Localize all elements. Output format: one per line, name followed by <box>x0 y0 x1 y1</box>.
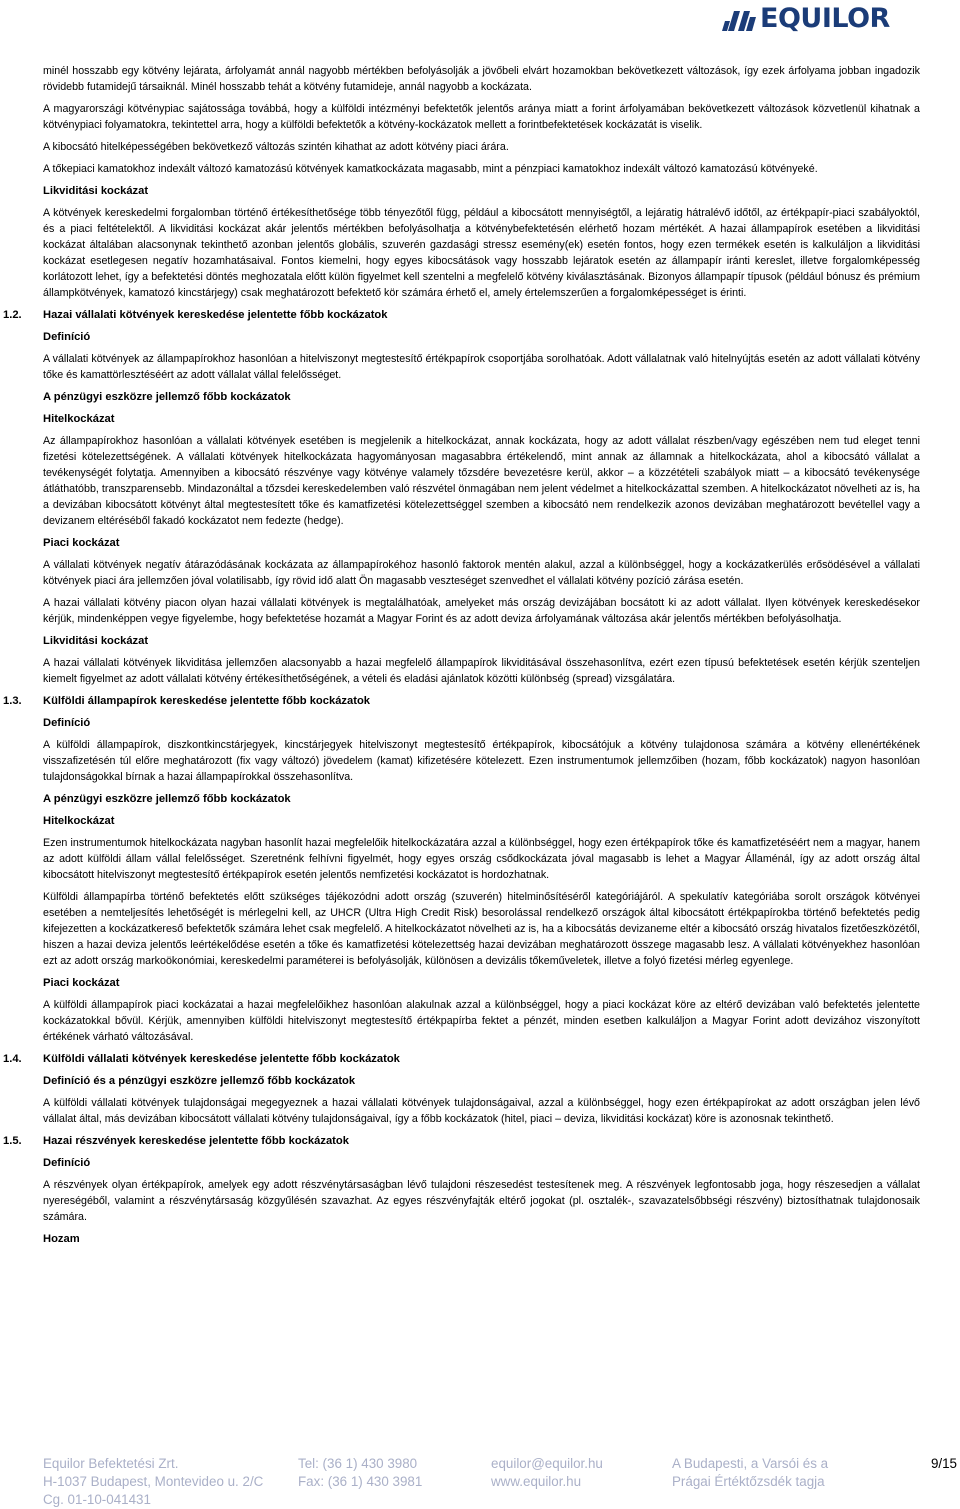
heading-text: Hitelkockázat <box>43 413 115 425</box>
subsection-heading <box>43 535 920 551</box>
section-number: 1.5. <box>3 1135 22 1147</box>
subsection-heading <box>43 715 920 731</box>
footer-membership-line1: A Budapesti, a Varsói és a <box>672 1456 829 1471</box>
section-heading <box>3 307 920 323</box>
footer-email[interactable]: equilor@equilor.hu <box>491 1456 603 1471</box>
paragraph: A hazai vállalati kötvény piacon olyan hazai vállalati kötvények is megtalálhatóak, amelyeket más ország devizájában bocsátott ki az adott vállalat. Ilyen kötvények kereskedésekor kérjük, mindenképpen vegye figyelembe, hogy befektetése hozamát a Magyar Forint és az adott deviza árfolyamának változása akár jelentős mértékben befolyásolhatja. <box>43 597 920 625</box>
heading-text: Definíció <box>43 331 91 343</box>
footer-company-reg: Cg. 01-10-041431 <box>43 1492 151 1507</box>
heading-text: Hazai részvények kereskedése jelentette főbb kockázatok <box>43 1135 349 1147</box>
paragraph: A külföldi állampapírok piaci kockázatai a hazai megfelelőikhez hasonlóan alakulnak azzal a különbséggel, hogy a piaci kockázat köre az eltérő devizában való befektetés jelentette kockázatokkal bővül. Kérjük, amennyiben külföldi hitelviszonyt megtestesítő értékpapírba fektet a pénzét, minden esetben kalkuláljon a Magyar Forint adott devizához viszonyított értékének várható változásával. <box>43 999 920 1043</box>
heading-text: Likviditási kockázat <box>43 635 149 647</box>
footer-phone <box>298 1455 422 1491</box>
subsection-heading <box>43 633 920 649</box>
paragraph: A tőkepiaci kamatokhoz indexált változó kamatozású kötvények kamatkockázata magasabb, mint a pénzpiaci kamatokhoz indexált változó kamatozású kötvényeké. <box>43 163 818 175</box>
heading-text: Definíció és a pénzügyi eszközre jellemző főbb kockázatok <box>43 1075 356 1087</box>
equilor-logo-icon <box>720 5 756 31</box>
equilor-logo <box>720 2 920 34</box>
page-number: 9/15 <box>930 1456 957 1471</box>
page-footer <box>0 1455 960 1509</box>
paragraph: A hazai vállalati kötvények likviditása jellemzően alacsonyabb a hazai megfelelő állampapírok likviditásával összehasonlítva, ezért ezen típusú befektetések esetén kérjük szenteljen kiemelt figyelmet az adott vállalati kötvény értékesíthetőségének, a vételi és eladási ajánlatok közötti különbség (spread) vizsgálatára. <box>43 657 920 685</box>
section-number: 1.4. <box>3 1053 22 1065</box>
section-heading <box>3 1051 920 1067</box>
subsection-heading <box>43 791 920 807</box>
subsection-heading <box>43 1231 920 1247</box>
section-heading <box>3 1133 920 1149</box>
paragraph: A külföldi állampapírok, diszkontkincstárjegyek, kincstárjegyek hitelviszonyt megtestesítő értékpapírok, kibocsátójuk a kötvény tulajdonosa számára a kötvény ellenértékének visszafizetésén túl előre meghatározott (fix vagy változó) jövedelem (kamat) kifizetésére kötelezett. Ezen instrumentumok jellemzőiben (hozam, főbb kockázatok) nagyon hasonlóan tulajdonságokkal bírnak a hazai állampapírokkal összehasonlítva. <box>43 739 920 783</box>
paragraph: Az állampapírokhoz hasonlóan a vállalati kötvények esetében is megjelenik a hitelkockázat, annak kockázata, hogy az adott vállalat részben/vagy egészében nem tud eleget tenni fizetési kötelezettségének. A vállalati kötvények hitelkockázata hagyományosan magasabbra értékelendő, mint annak az államnak a hitelkockázata, ahol a kibocsátó vállalat a tevékenységét folytatja. Amennyiben a kibocsátó részvénye vagy kötvénye valamely tőzsdére bevezetésre kerül, akkor – a közzétételi szabályok miatt – a kibocsátó tevékenysége átláthatóbb, transzparensebb. Mindazonáltal a tőzsdei kereskedelemben való részvétel önmagában nem jelent védelmet a hitelkockázattal szemben. A hitelkockázatot növelheti az is, ha a devizában kibocsátott kötvényt által megtestesített tőke és kamatfizetési kötelezettséggel szemben a kibocsátó nem rendelkezik azonos devizában meghatározott bevétellel vagy a devizanem eltéréséből fakadó kockázatot nem fedezte (hedge). <box>43 435 920 527</box>
footer-fax: Fax: (36 1) 430 3981 <box>298 1474 423 1489</box>
heading-text: Piaci kockázat <box>43 977 120 989</box>
paragraph: A vállalati kötvények negatív átárazódásának kockázata az állampapírokéhoz hasonló faktorok mentén alakul, azzal a különbséggel, hogy a kockázatkerülés erősödésével a vállalati kötvények piaci ára jellemzően jóval volatilisabb, így rövid idő alatt Ön magasabb veszteséget szenvedhet el vállalati kötvény pozíció zárása esetén. <box>43 559 920 587</box>
paragraph: A kötvények kereskedelmi forgalomban történő értékesíthetősége több tényezőtől függ, például a kibocsátott mennyiségtől, a lejáratig hátralévő időtől, az értékpapír-piaci szabályoktól, és a piaci feltételektől. A likviditási kockázat akár jelentős mértékben befolyásolhatja a kötvénybefektetésén elérhető hozam mértékét. A hazai állampapírok esetében a likviditási kockázat általában alacsonynak tekinthető azonban jelentős globális, szuverén gazdasági stressz esemény(ek) esetén fontos, hogy ezen termékek esetén is kalkuláljon a likviditási kockázat esetlegesen negatív hozamhatásaival. Fontos kiemelni, hogy egyes kibocsátások vagy hosszabb lejáratok esetén az állampapír iránti kereslet, illetve forgalomképesség korlátozott lehet, így a befektetési döntés meghozatala előtt külön figyelmet kell szentelni a megfelelő kötvény kiválasztásának. Bizonyos állampapír típusok (például bónusz és prémium állampkötvények, kamatozó kincstárjegy) csak meghatározott befektető kör számára érhető el, amely értelemszerűen a forgalomképességet is érinti. <box>43 207 920 299</box>
heading-text: Hazai vállalati kötvények kereskedése jelentette főbb kockázatok <box>43 309 388 321</box>
subsection-heading <box>43 389 920 405</box>
heading-text: Definíció <box>43 1157 91 1169</box>
footer-membership-line2: Prágai Értéktőzsdék tagja <box>672 1474 825 1489</box>
paragraph: Külföldi állampapírba történő befektetés előtt szükséges tájékozódni adott ország (szuverén) hitelminősítéséről kategóriájáról. A spekulatív kategóriába sorolt országok kötvényei esetében a nemteljesítés lehetőségét is mérlegelni kell, az UHCR (Ultra High Credit Risk) besorolással rendelkező országok által kibocsátott értékpapírokba történő befektetés pedig kifejezetten a kockázatkereső befektetők számára lehet csak megfelelő. A hitelkockázatot növelheti az is, ha a kibocsátás devizaneme eltér a kibocsátó ország hivatalos fizetőeszközétől, hiszen a hazai deviza jelentős leértékelődése esetén a tőke és kamatfizetési kötelezettség hazai devizában meghatározott összege magasabb lesz. A vállalati kötvényekhez hasonlóan ezt az adott ország markoökonómiai, kereskedelmi paraméterei is befolyásolják, különösen a devizális tőkeműveletek, illetve a folyó fizetési mérleg egyenlege. <box>43 891 920 967</box>
footer-tel: Tel: (36 1) 430 3980 <box>298 1456 418 1471</box>
heading-text: Külföldi vállalati kötvények kereskedése jelentette főbb kockázatok <box>43 1053 400 1065</box>
paragraph: minél hosszabb egy kötvény lejárata, árfolyamát annál nagyobb mértékben befolyásolják a jövőbeli elvárt hozamokban bekövetkezett változások, így ezek árfolyama jobban ingadozik rövidebb futamidejű társaiknál. Minél hosszabb tehát a kötvény futamideje, annál nagyobb a kockázata. <box>43 65 920 93</box>
section-number: 1.2. <box>3 309 22 321</box>
subsection-heading <box>43 1073 920 1089</box>
footer-company-name: Equilor Befektetési Zrt. <box>43 1456 179 1471</box>
heading-text: A pénzügyi eszközre jellemző főbb kockázatok <box>43 793 291 805</box>
heading-text: Hitelkockázat <box>43 815 115 827</box>
paragraph: A részvények olyan értékpapírok, amelyek egy adott részvénytársaságban lévő tulajdoni részesedést testesítenek meg. A részvények legfontosabb joga, hogy részesedjen a vállalat nyereségéből, valamint a részvénytársaság közgyűlésén szavazhat. Az egyes részvényfajták eltérő jogokat (pl. osztalék-, szavazatelsőbbségi részvény) biztosíthatnak tulajdonosaik számára. <box>43 1179 920 1223</box>
footer-contact <box>491 1455 603 1491</box>
subsection-heading <box>43 1155 920 1171</box>
heading-text: Piaci kockázat <box>43 537 120 549</box>
heading-text: Likviditási kockázat <box>43 185 149 197</box>
subsection-heading <box>43 975 920 991</box>
subsection-heading <box>43 411 920 427</box>
heading-text: Hozam <box>43 1233 80 1245</box>
subsection-heading <box>43 813 920 829</box>
heading-text: A pénzügyi eszközre jellemző főbb kockázatok <box>43 391 291 403</box>
footer-company-address: H-1037 Budapest, Montevideo u. 2/C <box>43 1474 264 1489</box>
subsection-heading <box>43 329 920 345</box>
heading-text: Külföldi állampapírok kereskedése jelentette főbb kockázatok <box>43 695 371 707</box>
footer-membership <box>672 1455 828 1491</box>
heading-text: Definíció <box>43 717 91 729</box>
paragraph: A külföldi vállalati kötvények tulajdonságai megegyeznek a hazai vállalati kötvények tulajdonságaival, azzal a különbséggel, hogy ezen értékpapírokat az adott országban jelen lévő vállalat által, más devizában kibocsátott vállalati kötvény tulajdonságaival, így a főbb kockázatok (hitel, piaci – deviza, likviditási kockázat) köre is azonosnak tekinthető. <box>43 1097 920 1125</box>
paragraph: A vállalati kötvények az állampapírokhoz hasonlóan a hitelviszonyt megtestesítő értékpapírok csoportjába sorolhatóak. Adott vállalatnak való hitelnyújtás esetén az adott vállalati kötvény tőke és kamattörlesztéséért az adott vállalat vállal felelősséget. <box>43 353 920 381</box>
section-number: 1.3. <box>3 695 22 707</box>
document-body <box>0 63 960 1253</box>
footer-company <box>43 1455 263 1509</box>
footer-website[interactable]: www.equilor.hu <box>491 1474 582 1489</box>
paragraph: A magyarországi kötvénypiac sajátossága továbbá, hogy a külföldi intézményi befektetők jelentős aránya miatt a forint árfolyamában bekövetkezett változások közvetlenül kihatnak a kötvénypiaci folyamatokra, tekintettel arra, hogy a külföldi befektetők a kötvény-kockázatok mellett a forintbefektetések kockázatát is viselik. <box>43 103 920 131</box>
subsection-heading <box>43 183 920 199</box>
logo-text: EQUILOR <box>760 2 890 34</box>
paragraph: Ezen instrumentumok hitelkockázata nagyban hasonlít hazai megfelelőik hitelkockázatára azzal a különbséggel, hogy ezen értékpapírok tőke és kamatfizetéséért nem a magyar, hanem az adott külföldi állam vállal felelősséget. Szeretnénk felhívni figyelmét, hogy egyes ország csődkockázata jóval magasabb is lehet a Magyar Államénál, így az adott ország által kibocsátott hitelviszonyt megtestesítő értékpapírok esetén jelentős nemfizetési kockázatot is hordozhatnak. <box>43 837 920 881</box>
section-heading <box>3 693 920 709</box>
paragraph: A kibocsátó hitelképességében bekövetkező változás szintén kihathat az adott kötvény piaci árára. <box>43 141 509 153</box>
